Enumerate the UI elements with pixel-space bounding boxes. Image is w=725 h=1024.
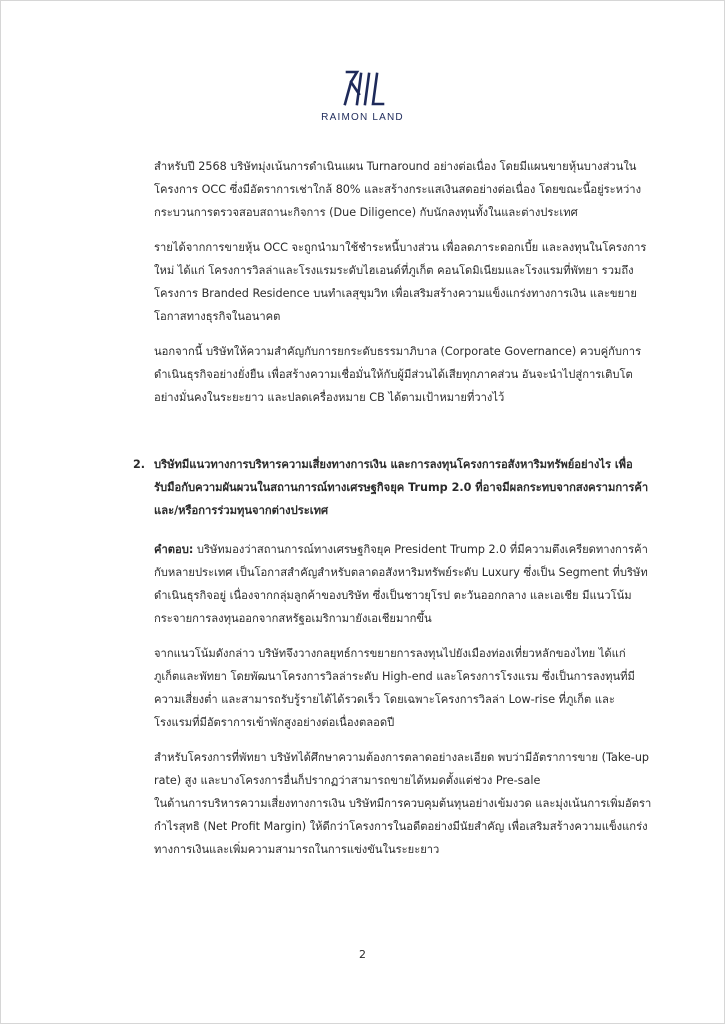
answer-paragraph: สำหรับโครงการที่พัทยา บริษัทได้ศึกษาความต้องการตลาดอย่างละเอียด พบว่ามีอัตราการขาย (Take-up rate) สูง และบางโครงการอื่นก็ปรากฏว่าสามารถขายได้หมดตั้งแต่ช่วง Pre-sale [154,751,650,787]
logo-text: RAIMON LAND [321,112,404,123]
answer-label: คำตอบ: [154,543,194,556]
intro-section [154,155,652,409]
raimon-land-mark-icon [341,68,385,108]
page-number: 2 [359,948,366,961]
answer-paragraph: ในด้านการบริหารความเสี่ยงทางการเงิน บริษัทมีการควบคุมต้นทุนอย่างเข้มงวด และมุ่งเน้นการเพิ่มอัตรากำไรสุทธิ (Net Profit Margin) ให้ดีกว่าโครงการในอดีตอย่างมีนัยสำคัญ เพื่อเสริมสร้างความแข็งแกร่งทางการเงินและเพิ่มความสามารถในการแข่งขันในระยะยาว [154,797,652,856]
answer-first-text: บริษัทมองว่าสถานการณ์ทางเศรษฐกิจยุค President Trump 2.0 ที่มีความตึงเครียดทางการค้ากับหลายประเทศ เป็นโอกาสสำคัญสำหรับตลาดอสังหาริมทรัพย์ระดับ Luxury ซึ่งเป็น Segment ที่บริษัทดำเนินธุรกิจอยู่ เนื่องจากกลุ่มลูกค้าของบริษัท ซึ่งเป็นชาวยุโรป ตะวันออกกลาง และเอเชีย มีแนวโน้มกระจายการลงทุนออกจากสหรัฐอเมริกามายังเอเชียมากขึ้น [154,543,648,625]
question-item [133,453,652,522]
paragraph: นอกจากนี้ บริษัทให้ความสำคัญกับการยกระดับธรรมาภิบาล (Corporate Governance) ควบคู่กับการดำเนินธุรกิจอย่างยั่งยืน เพื่อสร้างความเชื่อมั่นให้กับผู้มีส่วนได้เสียทุกภาคส่วน อันจะนำไปสู่การเติบโตอย่างมั่นคงในระยะยาว และปลดเครื่องหมาย CB ได้ตามเป้าหมายที่วางไว้ [154,345,642,404]
paragraph: รายได้จากการขายหุ้น OCC จะถูกนำมาใช้ชำระหนี้บางส่วน เพื่อลดภาระดอกเบี้ย และลงทุนในโครงการใหม่ ได้แก่ โครงการวิลล่าและโรงแรมระดับไฮเอนด์ที่ภูเก็ต คอนโดมิเนียมและโรงแรมที่พัทยา รวมถึงโครงการ Branded Residence บนทำเลสุขุมวิท เพื่อเสริมสร้างความแข็งแกร่งทางการเงิน และขยายโอกาสทางธุรกิจในอนาคต [154,241,647,323]
answer-paragraph: จากแนวโน้มดังกล่าว บริษัทจึงวางกลยุทธ์การขยายการลงทุนไปยังเมืองท่องเที่ยวหลักของไทย ได้แก่ ภูเก็ตและพัทยา โดยพัฒนาโครงการวิลล่าระดับ High-end และโครงการโรงแรม ซึ่งเป็นการลงทุนที่มีความเสี่ยงต่ำ และสามารถรับรู้รายได้ได้รวดเร็ว โดยเฉพาะโครงการวิลล่า Low-rise ที่ภูเก็ต และโรงแรมที่มีอัตราการเข้าพักสูงอย่างต่อเนื่องตลอดปี [154,647,635,729]
answer-section [154,538,652,861]
question-number: 2. [133,458,146,471]
question-text: บริษัทมีแนวทางการบริหารความเสี่ยงทางการเงิน และการลงทุนโครงการอสังหาริมทรัพย์อย่างไร เพื่อรับมือกับความผันผวนในสถานการณ์ทางเศรษฐกิจยุค Trump 2.0 ที่อาจมีผลกระทบจากสงครามการค้า และ/หรือการร่วมทุนจากต่างประเทศ [154,458,649,517]
paragraph: สำหรับปี 2568 บริษัทมุ่งเน้นการดำเนินแผน Turnaround อย่างต่อเนื่อง โดยมีแผนขายหุ้นบางส่วนในโครงการ OCC ซึ่งมีอัตราการเช่าใกล้ 80% และสร้างกระแสเงินสดอย่างต่อเนื่อง โดยขณะนี้อยู่ระหว่างกระบวนการตรวจสอบสถานะกิจการ (Due Diligence) กับนักลงทุนทั้งในและต่างประเทศ [154,160,642,219]
company-logo [0,68,725,123]
answer-paragraph [154,538,652,630]
